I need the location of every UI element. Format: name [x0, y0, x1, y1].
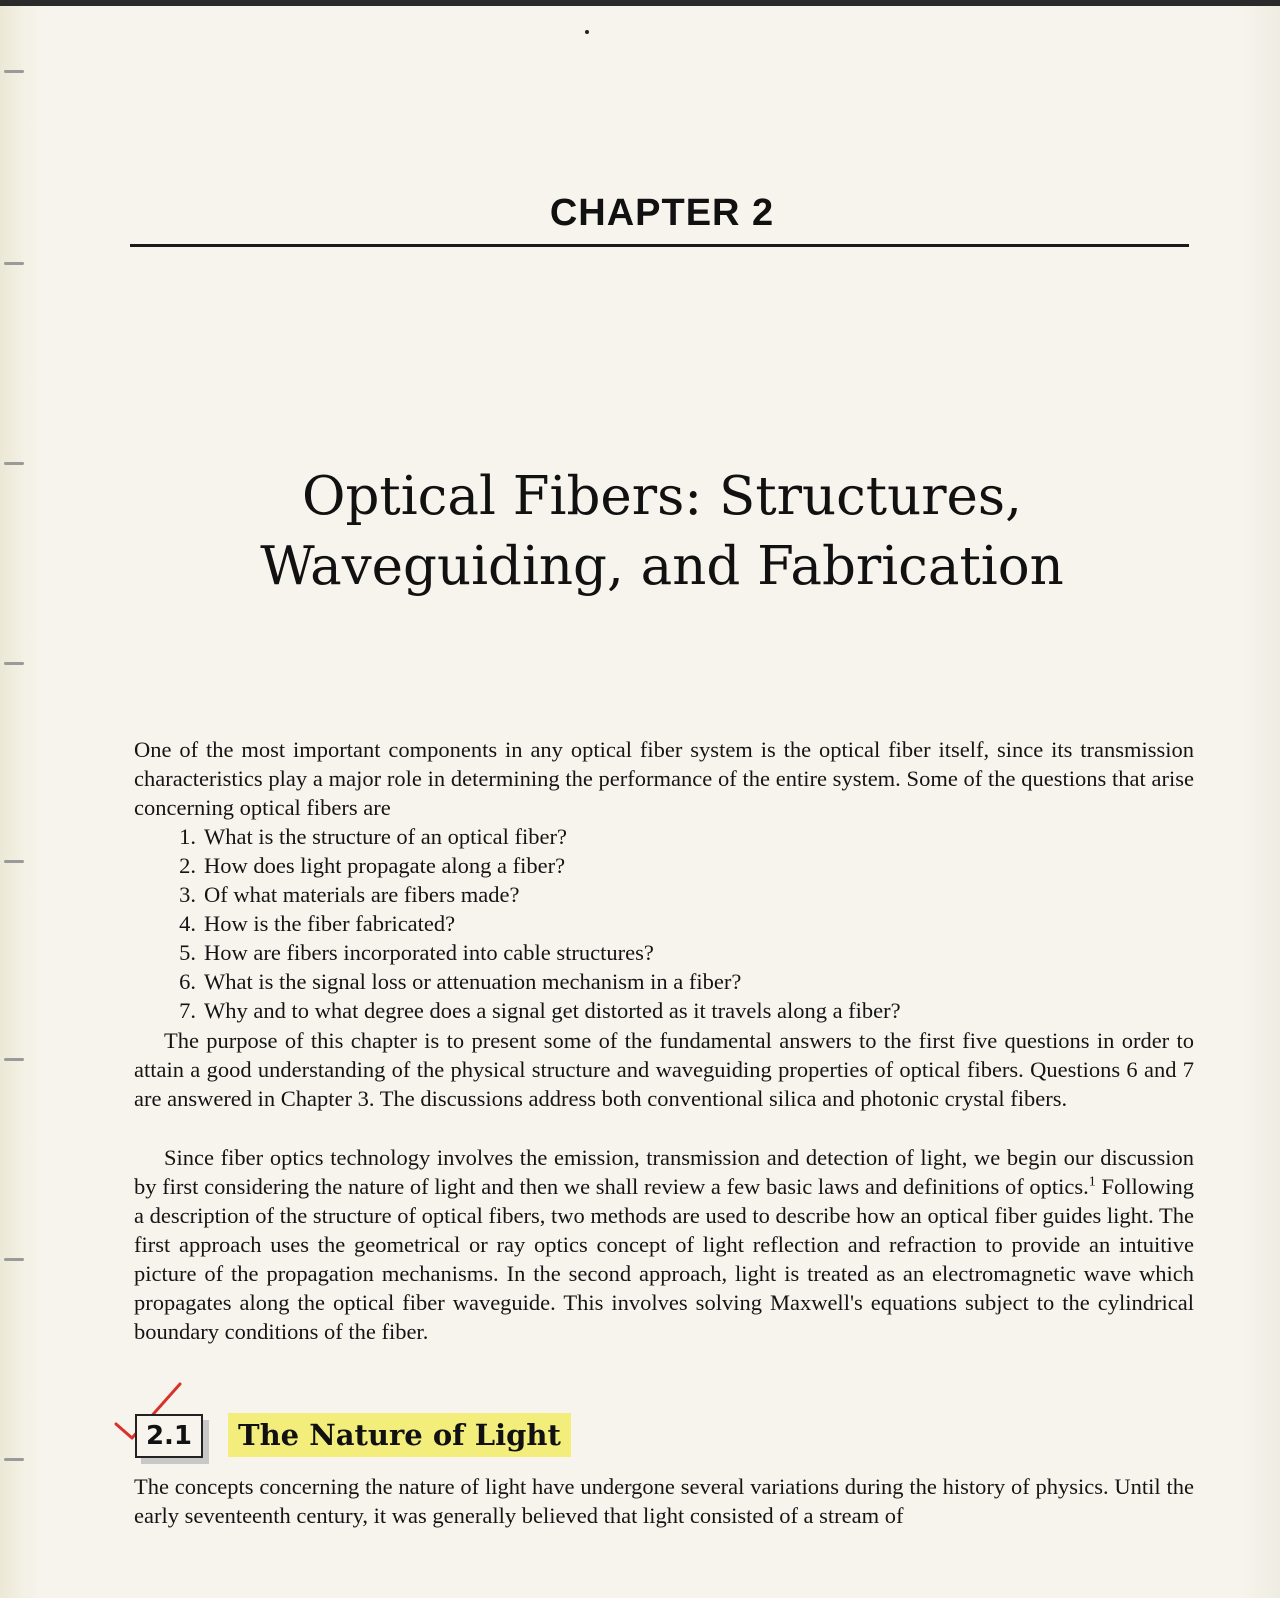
chapter-label: CHAPTER 2 — [549, 192, 775, 234]
overview-paragraph — [134, 1143, 1194, 1346]
question-list — [134, 822, 1194, 1025]
section-number: 2.1 — [135, 1414, 203, 1458]
section-body-paragraph: The concepts concerning the nature of light have undergone several variations during the history of physics. Until the early seventeenth century, it was generally believed that light consisted of a stream of — [134, 1474, 1194, 1528]
binding-mark — [4, 70, 24, 73]
list-item — [134, 996, 1194, 1025]
list-item-number: 6. — [179, 969, 196, 994]
binding-mark — [4, 662, 24, 665]
binding-mark — [4, 1258, 24, 1261]
list-item — [134, 909, 1194, 938]
list-item-text: Why and to what degree does a signal get distorted as it travels along a fiber? — [204, 998, 901, 1023]
binding-mark — [4, 1458, 24, 1461]
overview-text-part-2: Following a description of the structure of optical fibers, two methods are used to describe how an optical fiber guides light. The first approach uses the geometrical or ray optics concept of light reflection and refraction to provide an intuitive picture of the propagation mechanisms. In the second approach, light is treated as an electromagnetic wave which propagates along the optical fiber waveguide. This involves solving Maxwell's equations subject to the cylindrical boundary conditions of the fiber. — [134, 1174, 1194, 1344]
list-item-text: How are fibers incorporated into cable structures? — [204, 940, 654, 965]
chapter-title — [0, 462, 1280, 602]
purpose-paragraph: The purpose of this chapter is to present some of the fundamental answers to the first five questions in order to attain a good understanding of the physical structure and waveguiding properties of optical fibers. Questions 6 and 7 are answered in Chapter 3. The discussions address both conventional silica and photonic crystal fibers. — [134, 1028, 1194, 1111]
chapter-title-line-2: Waveguiding, and Fabrication — [260, 536, 1064, 597]
print-speck — [585, 30, 589, 34]
list-item-number: 3. — [179, 882, 196, 907]
list-item-text: Of what materials are fibers made? — [204, 882, 520, 907]
list-item-text: What is the signal loss or attenuation mechanism in a fiber? — [204, 969, 742, 994]
list-item — [134, 938, 1194, 967]
list-item-number: 7. — [179, 998, 196, 1023]
list-item-text: How does light propagate along a fiber? — [204, 853, 566, 878]
list-item-text: How is the fiber fabricated? — [204, 911, 456, 936]
list-item — [134, 880, 1194, 909]
list-item — [134, 851, 1194, 880]
page-top-edge — [0, 0, 1280, 6]
chapter-rule — [130, 244, 1189, 247]
binding-mark — [4, 262, 24, 265]
intro-paragraph: One of the most important components in any optical fiber system is the optical fiber itself, since its transmission characteristics play a major role in determining the performance of the entire system. Some of the questions that arise concerning optical fibers are — [134, 737, 1194, 820]
list-item-number: 1. — [179, 824, 196, 849]
overview-text-part-1: Since fiber optics technology involves the emission, transmission and detection of light, we begin our discussion by first considering the nature of light and then we shall review a few basic laws and definitions of optics. — [134, 1145, 1194, 1199]
list-item-number: 4. — [179, 911, 196, 936]
list-item — [134, 822, 1194, 851]
chapter-title-line-1: Optical Fibers: Structures, — [302, 466, 1022, 527]
footnote-reference[interactable]: 1 — [1088, 1174, 1096, 1190]
list-item-number: 5. — [179, 940, 196, 965]
list-item-number: 2. — [179, 853, 196, 878]
list-item-text: What is the structure of an optical fiber? — [204, 824, 567, 849]
list-item — [134, 967, 1194, 996]
section-title: The Nature of Light — [228, 1413, 571, 1457]
binding-mark — [4, 860, 24, 863]
binding-mark — [4, 1058, 24, 1061]
